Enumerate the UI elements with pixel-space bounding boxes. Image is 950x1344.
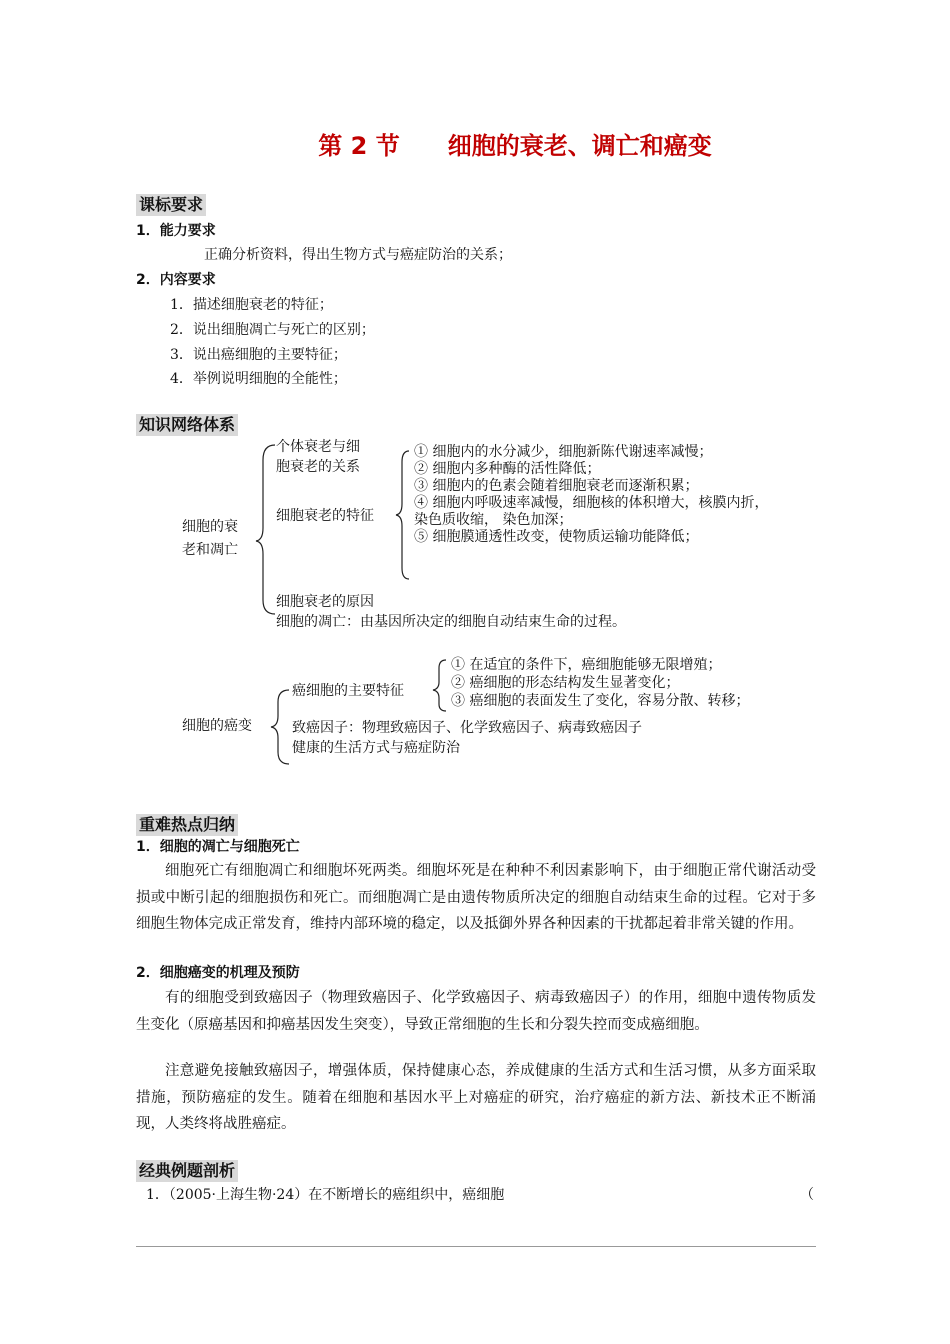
branch-cancer-features: 癌细胞的主要特征 xyxy=(292,683,404,699)
content-item: 3．说出癌细胞的主要特征； xyxy=(170,347,347,363)
feature-item: ② 细胞内多种酶的活性降低； xyxy=(414,461,601,477)
feature-item: ④ 细胞内呼吸速率减慢，细胞核的体积增大，核膜内折， xyxy=(414,495,769,511)
key-point-subheading: 2．细胞癌变的机理及预防 xyxy=(136,965,300,981)
section-heading-examples: 经典例题剖析 xyxy=(136,1160,238,1182)
section-heading-key-points: 重难热点归纳 xyxy=(136,814,238,836)
branch-aging-cause: 细胞衰老的原因 xyxy=(276,594,374,610)
feature-item: ① 细胞内的水分减少，细胞新陈代谢速率减慢； xyxy=(414,444,713,460)
branch-individual-line1: 个体衰老与细 xyxy=(276,439,360,455)
ability-heading: 1．能力要求 xyxy=(136,223,216,239)
branch-apoptosis: 细胞的凋亡：由基因所决定的细胞自动结束生命的过程。 xyxy=(276,614,626,630)
brace-aging-features xyxy=(396,451,409,579)
example-answer-paren: （ xyxy=(800,1187,814,1203)
key-point-subheading: 1．细胞的凋亡与细胞死亡 xyxy=(136,839,300,855)
feature-item: 染色质收缩， 染色加深； xyxy=(414,512,573,528)
network-root-aging-line2: 老和凋亡 xyxy=(182,542,238,558)
feature-item: ③ 细胞内的色素会随着细胞衰老而逐渐积累； xyxy=(414,478,699,494)
content-item: 4．举例说明细胞的全能性； xyxy=(170,371,347,387)
network-root-cancer: 细胞的癌变 xyxy=(182,718,252,734)
content-item: 2．说出细胞凋亡与死亡的区别； xyxy=(170,322,375,338)
brace-cancer-features xyxy=(433,660,446,711)
section-heading-knowledge-network: 知识网络体系 xyxy=(136,414,238,436)
branch-lifestyle: 健康的生活方式与癌症防治 xyxy=(292,740,460,756)
key-point-paragraph: 注意避免接触致癌因子，增强体质，保持健康心态，养成健康的生活方式和生活习惯，从多方面采取措施，预防癌症的发生。随着在细胞和基因水平上对癌症的研究，治疗癌症的新方法、新技术正不断涌现，人类终将战胜癌症。 xyxy=(136,1063,816,1132)
footer-rule xyxy=(136,1246,816,1247)
feature-item: ⑤ 细胞膜通透性改变，使物质运输功能降低； xyxy=(414,529,699,545)
branch-carcinogens: 致癌因子：物理致癌因子、化学致癌因子、病毒致癌因子 xyxy=(292,720,642,736)
branch-individual-line2: 胞衰老的关系 xyxy=(276,459,360,475)
cancer-feature-item: ② 癌细胞的形态结构发生显著变化； xyxy=(451,675,680,691)
branch-aging-features: 细胞衰老的特征 xyxy=(276,508,374,524)
network-root-aging-line1: 细胞的衰 xyxy=(182,519,238,535)
cancer-feature-item: ③ 癌细胞的表面发生了变化，容易分散、转移； xyxy=(451,693,750,709)
example-question: 1．（2005·上海生物·24）在不断增长的癌组织中，癌细胞 xyxy=(146,1187,505,1203)
ability-text: 正确分析资料，得出生物方式与癌症防治的关系； xyxy=(204,247,512,263)
key-point-paragraph: 有的细胞受到致癌因子（物理致癌因子、化学致癌因子、病毒致癌因子）的作用，细胞中遗传物质发生变化（原癌基因和抑癌基因发生突变），导致正常细胞的生长和分裂失控而变成癌细胞。 xyxy=(136,990,816,1033)
content-heading: 2．内容要求 xyxy=(136,272,216,288)
key-point-paragraph: 细胞死亡有细胞凋亡和细胞坏死两类。细胞坏死是在种种不利因素影响下，由于细胞正常代谢活动受损或中断引起的细胞损伤和死亡。而细胞凋亡是由遗传物质所决定的细胞自动结束生命的过程。它对于多细胞生物体完成正常发育，维持内部环境的稳定，以及抵御外界各种因素的干扰都起着非常关键的作用。 xyxy=(136,863,816,932)
cancer-feature-item: ① 在适宜的条件下，癌细胞能够无限增殖； xyxy=(451,657,722,673)
section-heading-curriculum: 课标要求 xyxy=(136,194,206,216)
brace-aging-apoptosis xyxy=(256,445,275,614)
content-item: 1．描述细胞衰老的特征； xyxy=(170,297,333,313)
brace-cancer xyxy=(271,690,289,764)
page-title: 第 2 节 细胞的衰老、调亡和癌变 xyxy=(318,132,712,160)
